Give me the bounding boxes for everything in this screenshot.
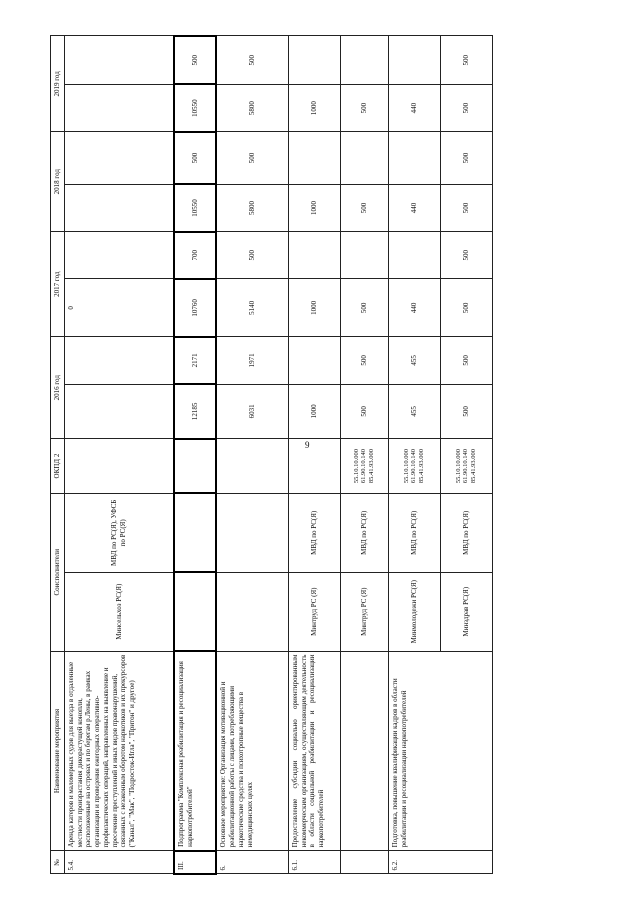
header-name: Наименование мероприятия bbox=[51, 651, 65, 851]
table-row bbox=[288, 36, 340, 874]
row-executor: Минмолодежи РС(Я) bbox=[388, 572, 440, 651]
row-executor: Минтруд РС (Я) bbox=[340, 572, 388, 651]
rotated-table-wrapper bbox=[50, 35, 560, 875]
row-value: 1000 bbox=[288, 279, 340, 337]
row-name: Подпрограмма "Комплексная реабилитация и ресоциализация наркопотребителей" bbox=[174, 651, 216, 851]
row-okpd bbox=[216, 439, 288, 494]
row-value: 10550 bbox=[174, 184, 216, 231]
row-value bbox=[64, 232, 174, 279]
row-okpd: 55.10.10.000 61.90.10.140 85.41.93.000 bbox=[440, 439, 492, 494]
row-value: 12185 bbox=[174, 384, 216, 439]
row-value bbox=[64, 84, 174, 131]
row-value: 500 bbox=[216, 36, 288, 84]
row-value: 500 bbox=[440, 132, 492, 185]
row-num: 6.2. bbox=[388, 851, 492, 874]
table-row bbox=[216, 36, 288, 874]
row-value: 500 bbox=[440, 279, 492, 337]
row-value: 10760 bbox=[174, 279, 216, 337]
header-row bbox=[51, 36, 65, 874]
row-value: 5140 bbox=[216, 279, 288, 337]
row-num: III. bbox=[174, 851, 216, 874]
row-value: 5800 bbox=[216, 184, 288, 231]
row-value: 700 bbox=[174, 232, 216, 279]
row-value: 500 bbox=[340, 337, 388, 384]
row-okpd bbox=[174, 439, 216, 494]
row-executor: МВД по РС(Я) bbox=[288, 493, 340, 572]
row-name: Основное мероприятие: Организация мотивационной и реабилитационной работы с лицами, потребляющими наркотические средства и психотропные вещества в немедицинских целях bbox=[216, 651, 288, 851]
row-value bbox=[288, 337, 340, 384]
header-2019: 2019 год bbox=[51, 36, 65, 132]
row-value: 500 bbox=[340, 84, 388, 131]
header-num: № bbox=[51, 851, 65, 874]
row-executor: МВД по РС(Я) bbox=[340, 493, 388, 572]
row-value: 5800 bbox=[216, 84, 288, 131]
row-executor bbox=[174, 493, 216, 572]
row-value bbox=[388, 232, 440, 279]
row-executor bbox=[174, 572, 216, 651]
table-row bbox=[64, 36, 174, 874]
row-value: 1000 bbox=[288, 184, 340, 231]
row-executor: МВД по РС(Я) bbox=[388, 493, 440, 572]
row-executor: МВД по РС(Я), УФСБ по РС(Я) bbox=[64, 493, 174, 572]
row-value: 500 bbox=[440, 184, 492, 231]
row-num: 6.1. bbox=[288, 851, 340, 874]
row-value bbox=[64, 36, 174, 84]
row-value bbox=[388, 132, 440, 185]
row-value: 10550 bbox=[174, 84, 216, 131]
row-value: 500 bbox=[440, 36, 492, 84]
row-value: 500 bbox=[440, 232, 492, 279]
row-value: 1971 bbox=[216, 337, 288, 384]
row-value: 440 bbox=[388, 279, 440, 337]
header-2018: 2018 год bbox=[51, 132, 65, 232]
row-okpd: 55.10.10.000 61.90.10.140 85.41.93.000 bbox=[340, 439, 388, 494]
row-executor: МВД по РС(Я) bbox=[440, 493, 492, 572]
row-executor: Минздрав РС(Я) bbox=[440, 572, 492, 651]
row-value: 500 bbox=[216, 132, 288, 185]
row-name: Предоставление субсидии социально ориентированным некоммерческим организациям, осуществляющим деятельность в области социальной реабилитации и ресоциализации наркопотребителей bbox=[288, 651, 340, 851]
row-value bbox=[388, 36, 440, 84]
row-name: Подготовка, повышение квалификации кадров в области реабилитации и ресоциализации наркопотребителей bbox=[388, 651, 492, 851]
row-value: 440 bbox=[388, 184, 440, 231]
row-num bbox=[340, 851, 388, 874]
table-row bbox=[174, 36, 216, 874]
row-num: 6. bbox=[216, 851, 288, 874]
header-executors: Соисполнители bbox=[51, 493, 65, 651]
row-value: 0 bbox=[64, 279, 174, 337]
row-value: 6031 bbox=[216, 384, 288, 439]
row-executor bbox=[216, 493, 288, 572]
page-number: 9 bbox=[305, 440, 310, 450]
row-value: 500 bbox=[440, 337, 492, 384]
row-value: 500 bbox=[440, 84, 492, 131]
header-2016: 2016 год bbox=[51, 337, 65, 439]
header-okpd: ОКПД 2 bbox=[51, 439, 65, 494]
row-value bbox=[288, 132, 340, 185]
row-value: 500 bbox=[440, 384, 492, 439]
row-value bbox=[64, 132, 174, 185]
row-value bbox=[288, 36, 340, 84]
row-executor: Минтруд РС (Я) bbox=[288, 572, 340, 651]
row-value: 500 bbox=[216, 232, 288, 279]
row-value bbox=[64, 337, 174, 384]
row-value: 500 bbox=[174, 36, 216, 84]
row-value: 455 bbox=[388, 384, 440, 439]
row-value: 1000 bbox=[288, 84, 340, 131]
row-value: 500 bbox=[340, 184, 388, 231]
row-name: Аренда катеров и маломерных судов для выезда в отдаленные местности произрастания дикорастущей конопли, расположенные на островах и по берегам р.Лены, в рамках организации и проведения ежегодных оперативно-профилактических операций, направленных на выявление и пресечение преступлений и иных видов правонарушений, связанных с незаконным оборотом наркотиков и их прекурсоров ("Канал", "Мак", "Подросток-Игла", "Притон" и другое) bbox=[64, 651, 174, 851]
row-value bbox=[64, 184, 174, 231]
row-value bbox=[340, 232, 388, 279]
row-executor: Минсельхоз РС(Я) bbox=[64, 572, 174, 651]
table-row bbox=[388, 36, 440, 874]
row-value bbox=[288, 232, 340, 279]
row-value: 500 bbox=[174, 132, 216, 185]
row-value bbox=[64, 384, 174, 439]
row-num: 5.4. bbox=[64, 851, 174, 874]
row-okpd bbox=[64, 439, 174, 494]
row-value: 1000 bbox=[288, 384, 340, 439]
row-name bbox=[340, 651, 388, 851]
table-row bbox=[340, 36, 388, 874]
program-table bbox=[50, 35, 493, 875]
row-value: 440 bbox=[388, 84, 440, 131]
row-value bbox=[340, 132, 388, 185]
row-okpd bbox=[288, 439, 340, 494]
row-value: 455 bbox=[388, 337, 440, 384]
row-value: 500 bbox=[340, 384, 388, 439]
row-value bbox=[340, 36, 388, 84]
row-okpd: 55.10.10.000 61.90.10.140 85.41.93.000 bbox=[388, 439, 440, 494]
row-executor bbox=[216, 572, 288, 651]
row-value: 500 bbox=[340, 279, 388, 337]
row-value: 2171 bbox=[174, 337, 216, 384]
header-2017: 2017 год bbox=[51, 232, 65, 337]
